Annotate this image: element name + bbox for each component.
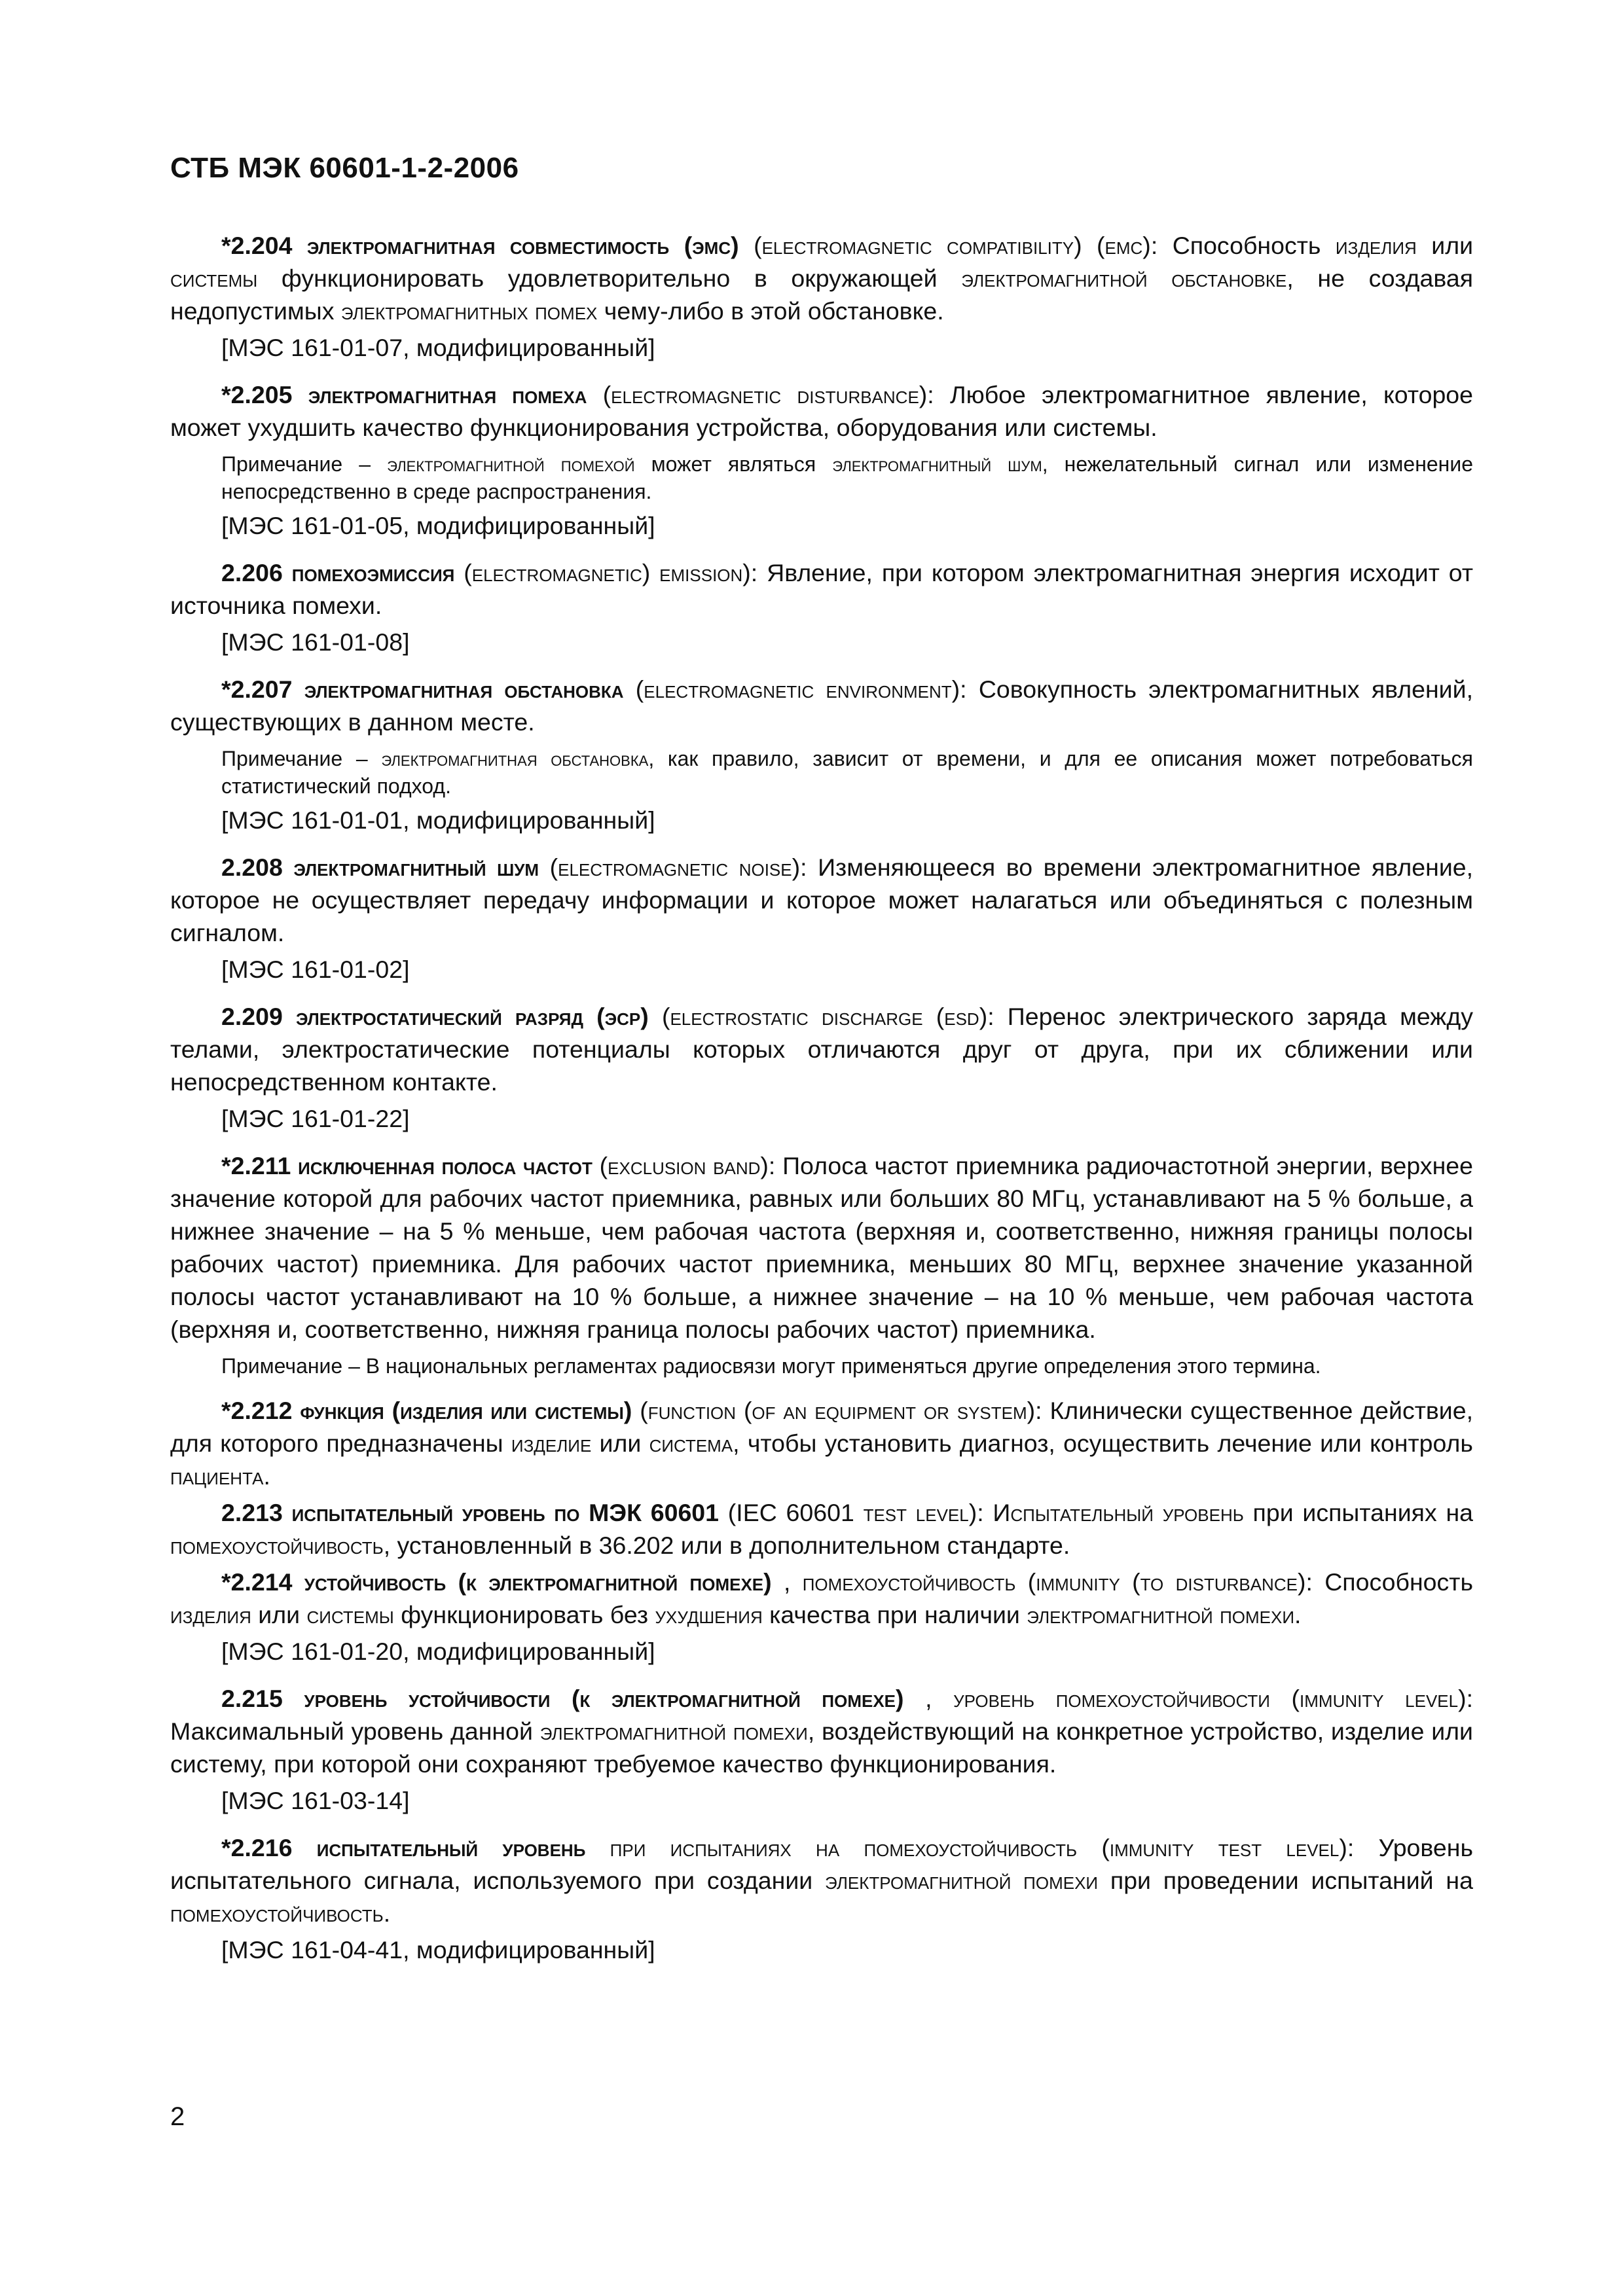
entry-reference: [МЭС 161-01-02] bbox=[221, 956, 410, 983]
entry-text: электромагнитных помех bbox=[340, 297, 598, 325]
entry-term: испытательный уровень bbox=[316, 1834, 586, 1861]
entry-colon: : bbox=[1466, 1685, 1474, 1712]
entry-text: функционировать без bbox=[393, 1601, 655, 1628]
entry-text: Любое электромагнитное явление, которое может ухудшить качество функционирования устройства, оборудования или системы. bbox=[170, 381, 1474, 441]
entry-number: 2.215 bbox=[221, 1685, 283, 1712]
entry-term: электромагнитная совместимость (эмс) bbox=[306, 232, 739, 259]
entry-reference: [МЭС 161-01-05, модифицированный] bbox=[221, 512, 655, 539]
entry-term: уровень устойчивости (к электромагнитной помехе) bbox=[304, 1685, 904, 1712]
entry-text: Максимальный уровень данной bbox=[170, 1717, 540, 1745]
entry-text: или bbox=[251, 1601, 307, 1628]
entry-number: 2.213 bbox=[221, 1499, 283, 1526]
entry-text: Уровень испытательного сигнала, используемого при создании bbox=[170, 1834, 1474, 1894]
entry-term: функция (изделия или системы) bbox=[300, 1397, 632, 1424]
definition-entry bbox=[170, 1682, 1473, 1780]
entry-number: *2.214 bbox=[221, 1568, 293, 1596]
entry-text: чему-либо в этой обстановке. bbox=[597, 297, 944, 325]
entry-text: пациента bbox=[170, 1462, 264, 1490]
note-text: электромагнитная обстановка bbox=[381, 747, 649, 770]
entry-text: Изменяющееся во времени электромагнитное явление, которое не осуществляет передачу информации и которое может налагаться или объединяться с полезным сигналом. bbox=[170, 853, 1474, 946]
entry-note bbox=[221, 450, 1473, 505]
definitions-list bbox=[170, 229, 1473, 1966]
definition-entry bbox=[170, 1394, 1473, 1492]
entry-english-term: (electromagnetic compatibility) (emc) bbox=[754, 232, 1151, 259]
entry-colon: : bbox=[1035, 1397, 1042, 1424]
entry-reference: [МЭС 161-01-08] bbox=[221, 628, 410, 656]
entry-term: устойчивость (к электромагнитной помехе) bbox=[304, 1568, 772, 1596]
entry-text: при испытаниях на bbox=[1243, 1499, 1474, 1526]
entry-english-term: при испытаниях на помехоустойчивость (immunity test level) bbox=[610, 1834, 1347, 1861]
entry-note bbox=[221, 1352, 1473, 1380]
note-text: электромагнитной помехой bbox=[387, 452, 635, 476]
entry-english-term: (function (of an equipment or system) bbox=[640, 1397, 1036, 1424]
entry-text: Перенос электрического заряда между телами, электростатические потенциалы которых отличаются друг от друга, при их сближении или непосредственном контакте. bbox=[170, 1003, 1474, 1096]
entry-reference: [МЭС 161-01-07, модифицированный] bbox=[221, 334, 655, 361]
entry-term: исключенная полоса частот bbox=[298, 1152, 593, 1179]
entry-reference: [МЭС 161-01-22] bbox=[221, 1105, 410, 1132]
entry-text: Полоса частот приемника радиочастотной энергии, верхнее значение которой для рабочих частот приемника, равных или больших 80 МГц, устанавливают на 5 % больше, а нижнее значение – на 5 % меньше, чем рабочая частота (верхняя и, соответственно, нижняя границы полосы рабочих частот) приемника. Для рабочих частот приемника, меньших 80 МГц, верхнее значение указанной полосы частот устанавливают на 10 % больше, а нижнее значение – на 10 % меньше, чем рабочая частота (верхняя и, соответственно, нижняя граница полосы рабочих частот) приемника. bbox=[170, 1152, 1473, 1343]
entry-number: *2.212 bbox=[221, 1397, 293, 1424]
entry-text: система bbox=[649, 1429, 733, 1457]
entry-text: , воздействующий на конкретное устройство, изделие или систему, при которой они сохраняют требуемое качество функционирования. bbox=[170, 1717, 1473, 1778]
entry-english-term: (electromagnetic environment) bbox=[635, 675, 960, 703]
entry-term: помехоэмиссия bbox=[291, 559, 455, 586]
entry-english-term: (IEC 60601 test level) bbox=[727, 1499, 977, 1526]
entry-text: изделие bbox=[511, 1429, 592, 1457]
definition-entry bbox=[170, 1831, 1473, 1929]
entry-number: *2.204 bbox=[221, 232, 293, 259]
entry-english-term: (exclusion band) bbox=[599, 1152, 769, 1179]
entry-reference: [МЭС 161-03-14] bbox=[221, 1787, 410, 1814]
entry-text: . bbox=[1294, 1601, 1302, 1628]
entry-text: . bbox=[383, 1899, 391, 1927]
entry-colon: : bbox=[987, 1003, 994, 1030]
entry-text: системы bbox=[170, 264, 258, 292]
definition-entry bbox=[170, 556, 1473, 622]
entry-text: при проведении испытаний на bbox=[1098, 1867, 1473, 1894]
entry-number: 2.209 bbox=[221, 1003, 283, 1030]
entry-colon: : bbox=[1347, 1834, 1355, 1861]
definition-entry bbox=[170, 378, 1473, 444]
entry-text: . bbox=[263, 1462, 270, 1490]
definition-entry bbox=[170, 673, 1473, 738]
entry-reference: [МЭС 161-01-20, модифицированный] bbox=[221, 1638, 655, 1665]
note-text: может являться bbox=[634, 452, 833, 476]
note-text: Примечание – В национальных регламентах радиосвязи могут применяться другие определения этого термина. bbox=[221, 1354, 1321, 1378]
entry-text: Явление, при котором электромагнитная энергия исходит от источника помехи. bbox=[170, 559, 1474, 619]
entry-colon: : bbox=[927, 381, 934, 408]
entry-english-term: , уровень помехоустойчивости (immunity level) bbox=[925, 1685, 1467, 1712]
entry-number: *2.211 bbox=[221, 1152, 291, 1179]
entry-reference: [МЭС 161-04-41, модифицированный] bbox=[221, 1936, 655, 1964]
entry-text: системы bbox=[306, 1601, 394, 1628]
entry-text: помехоустойчивость bbox=[170, 1532, 384, 1559]
entry-text: изделия bbox=[170, 1601, 251, 1628]
entry-text: помехоустойчивость bbox=[170, 1899, 384, 1927]
entry-number: 2.208 bbox=[221, 853, 283, 881]
entry-colon: : bbox=[750, 559, 758, 586]
entry-number: *2.205 bbox=[221, 381, 293, 408]
entry-english-term: , помехоустойчивость (immunity (to disturbance) bbox=[783, 1568, 1306, 1596]
entry-number: 2.206 bbox=[221, 559, 283, 586]
entry-text: электромагнитной помехи bbox=[539, 1717, 808, 1745]
definition-entry bbox=[170, 229, 1473, 327]
entry-term: электромагнитная обстановка bbox=[304, 675, 624, 703]
entry-colon: : bbox=[800, 853, 807, 881]
note-text: , нежелательный сигнал или изменение непосредственно в среде распространения. bbox=[221, 452, 1474, 503]
entry-text: Испытательный уровень bbox=[993, 1499, 1244, 1526]
entry-text: функционировать удовлетворительно в окружающей bbox=[257, 264, 962, 292]
note-text: электромагнитный шум bbox=[832, 452, 1042, 476]
entry-note bbox=[221, 745, 1473, 800]
entry-text bbox=[984, 1499, 993, 1526]
entry-text: Клинически существенное действие, для которого предназначены bbox=[170, 1397, 1474, 1457]
entry-english-term: (electromagnetic) emission) bbox=[464, 559, 751, 586]
entry-colon: : bbox=[977, 1499, 984, 1526]
definition-entry bbox=[170, 1000, 1473, 1098]
entry-text: Способность bbox=[1158, 232, 1336, 259]
entry-text: , чтобы установить диагноз, осуществить лечение или контроль bbox=[733, 1429, 1473, 1457]
entry-text: или bbox=[1416, 232, 1474, 259]
entry-colon: : bbox=[768, 1152, 776, 1179]
entry-text: качества при наличии bbox=[762, 1601, 1027, 1628]
definition-entry bbox=[170, 1149, 1473, 1346]
entry-number: *2.216 bbox=[221, 1834, 293, 1861]
page-number: 2 bbox=[170, 2102, 185, 2131]
entry-text: или bbox=[591, 1429, 649, 1457]
entry-text: электромагнитной помехи bbox=[1027, 1601, 1295, 1628]
document-header: СТБ МЭК 60601-1-2-2006 bbox=[170, 152, 519, 184]
entry-colon: : bbox=[1305, 1568, 1313, 1596]
entry-text: Способность bbox=[1312, 1568, 1473, 1596]
entry-term: электростатический разряд (эср) bbox=[296, 1003, 649, 1030]
entry-english-term: (electromagnetic disturbance) bbox=[602, 381, 928, 408]
entry-text: электромагнитной помехи bbox=[825, 1867, 1099, 1894]
entry-term: электромагнитный шум bbox=[293, 853, 539, 881]
entry-term: испытательный уровень по МЭК 60601 bbox=[291, 1499, 720, 1526]
entry-text: , не создавая недопустимых bbox=[170, 264, 1473, 325]
entry-colon: : bbox=[1150, 232, 1158, 259]
note-text: , как правило, зависит от времени, и для ее описания может потребоваться статистический подход. bbox=[221, 747, 1473, 798]
entry-text: изделия bbox=[1335, 232, 1417, 259]
entry-text: Совокупность электромагнитных явлений, существующих в данном месте. bbox=[170, 675, 1473, 736]
note-text: Примечание – bbox=[221, 747, 382, 770]
entry-term: электромагнитная помеха bbox=[308, 381, 587, 408]
entry-number: *2.207 bbox=[221, 675, 293, 703]
note-text: Примечание – bbox=[221, 452, 388, 476]
entry-text: ухудшения bbox=[655, 1601, 763, 1628]
entry-colon: : bbox=[960, 675, 967, 703]
entry-english-term: (electrostatic discharge (esd) bbox=[661, 1003, 988, 1030]
definition-entry bbox=[170, 1496, 1473, 1562]
entry-reference: [МЭС 161-01-01, модифицированный] bbox=[221, 806, 655, 834]
entry-english-term: (electromagnetic noise) bbox=[549, 853, 801, 881]
entry-text: , установленный в 36.202 или в дополнительном стандарте. bbox=[383, 1532, 1070, 1559]
definition-entry bbox=[170, 1566, 1473, 1631]
definition-entry bbox=[170, 851, 1473, 949]
entry-text: электромагнитной обстановке bbox=[961, 264, 1287, 292]
